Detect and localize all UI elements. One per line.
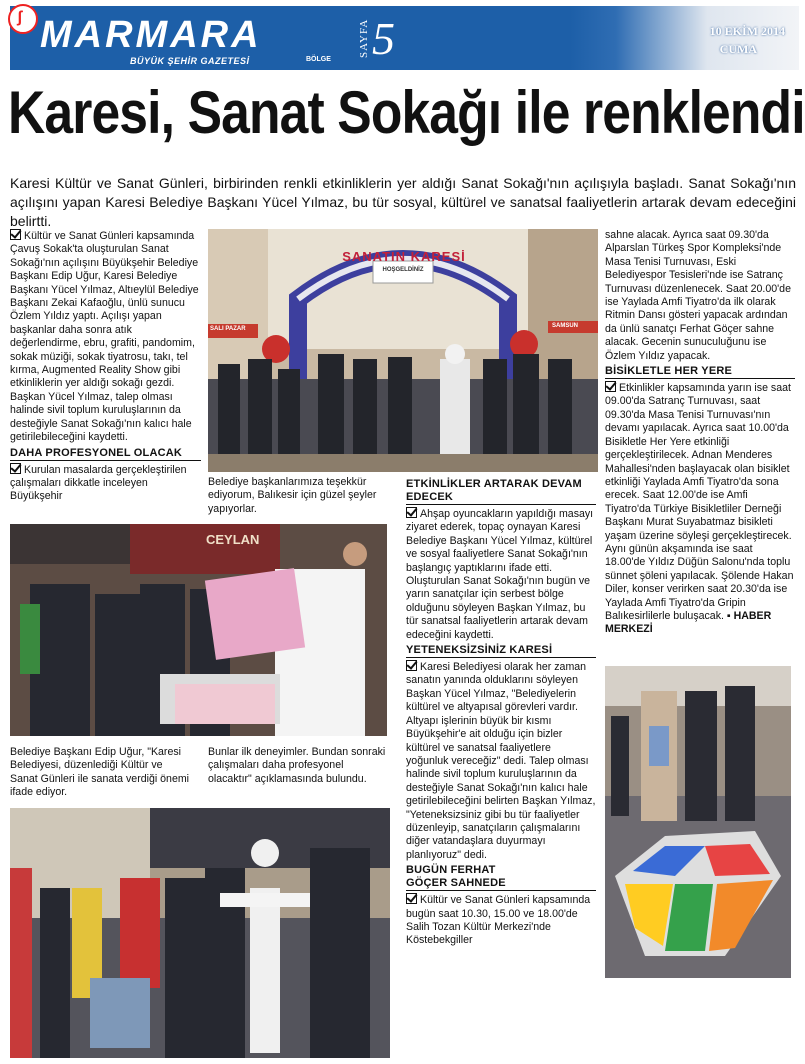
masthead <box>10 6 799 70</box>
photo-opening-ceremony <box>208 229 598 472</box>
col3-paragraph-2: Karesi Belediyesi olarak her zaman sanatın yanında olduklarını söyleyen Başkan Yücel Yılmaz, "Belediyelerin kültürel ve altyapısal görevleri vardır. Altyapı işlerinin büyük bir kısmı Büyükşehir'e ait olduğu için bizler kültürel ve sanatsal faaliyetlere yoğunluk vereceğiz" dedi. Talep olması halinde sivil toplum kuruluşlarının da desteğiyle Sanat Sokağı'nın kalıcı hale getirilebileceğini belirten Başkan Yılmaz, "Yeteneksizsiniz gibi bu tür faaliyetler düzenleyip, sanatçıların çalışmalarını diğer vatandaşlara duyurmayı planlıyoruz" dedi. <box>406 661 596 861</box>
col3-subheading-1: ETKİNLİKLER ARTARAK DEVAM EDECEK <box>406 478 596 505</box>
photo-marbling-art <box>10 524 387 736</box>
shop-sign-right: SAMSUN <box>552 323 579 329</box>
col3-paragraph-1: Ahşap oyuncakların yapıldığı masayı ziyaret ederek, topaç oynayan Karesi Belediye Başkanı Yücel Yılmaz, kültürel ve sosyal faaliyetlere Sanat Sokağı'nın başlangıç yaptıklarını ifade etti. Oluşturulan Sanat Sokağı'nın bugün ve yarın sanatçılar için serbest bölge olduğunu söyleyen Başkan Yılmaz, bu tür sanatsal faaliyetlerin artarak devam edeceğini kaydetti. <box>406 508 594 641</box>
column-3 <box>406 476 596 948</box>
bottom-caption-left: Belediye Başkanı Edip Uğur, "Karesi Belediyesi, düzenlediği Kültür ve Sanat Günleri ile sanata verdiği önemi ifade ediyor. <box>10 746 190 799</box>
col4-paragraph-1: sahne alacak. Ayrıca saat 09.30'da Alparslan Türkeş Spor Kompleksi'nde Masa Tenisi Turnuvası, Eski Belediyespor Tesisleri'nde ise Satranç Turnuvası düzenlenecek. Saat 20.00'de ise Yaylada Amfi Tiyatro'da ilk olarak Ritmin Dansı gösteri yapacak ardından da ünlü sanatçı Ferhat Göçer sahne alacak. Gecenin sunuculuğunu ise Özlem Yıldız yapacak. <box>605 229 791 362</box>
checkbox-bullet-icon <box>605 381 616 392</box>
article-lead: Karesi Kültür ve Sanat Günleri, birbirinden renkli etkinliklerin yer aldığı Sanat Sokağı'nın açılışıyla başladı. Sanat Sokağı'nın açılışını yapan Karesi Belediye Başkanı Yücel Yılmaz, bu tür sosyal, kültürel ve sanatsal faaliyetlerin artarak devam edeceğini belirtti. <box>10 175 796 229</box>
checkbox-bullet-icon <box>406 660 417 671</box>
col3-paragraph-3: Kültür ve Sanat Günleri kapsamında bugün saat 10.30, 15.00 ve 18.00'de Salih Tozan Kültür Merkezi'nde Köstebekgiller <box>406 894 591 947</box>
issue-date: 10 EKİM 2014 <box>709 24 785 38</box>
arch-sign: SANATIN KARESİ <box>342 249 466 264</box>
newspaper-region: BÖLGE <box>306 56 331 63</box>
news-credit: ▪ HABER MERKEZİ <box>605 609 772 636</box>
column-4 <box>605 229 795 637</box>
checkbox-bullet-icon <box>406 893 417 904</box>
issue-day: CUMA <box>719 42 757 56</box>
checkbox-bullet-icon <box>10 463 21 474</box>
newspaper-logo: MARMARA <box>40 14 262 56</box>
column-1 <box>10 229 201 504</box>
col4-subheading: BİSİKLETLE HER YERE <box>605 365 795 379</box>
col3-subheading-3a: BUGÜN FERHAT <box>406 864 496 877</box>
page-label: SAYFA <box>358 18 370 58</box>
shop-sign-left: SALI PAZAR <box>210 326 246 332</box>
col1-subheading: DAHA PROFESYONEL OLACAK <box>10 447 201 461</box>
date-box <box>570 6 799 70</box>
page-number: 5 <box>372 13 395 64</box>
checkbox-bullet-icon <box>10 229 21 240</box>
newspaper-emblem-icon: ʃ <box>8 4 38 34</box>
photo-cube-street-art <box>605 666 791 978</box>
photo-street-performers <box>10 808 390 1058</box>
checkbox-bullet-icon <box>406 507 417 518</box>
bottom-caption-right: Bunlar ilk deneyimler. Bundan sonraki çalışmaları daha profesyonel olacaktır" açıklamasında bulundu. <box>208 746 386 785</box>
col1-paragraph-1: Kültür ve Sanat Günleri kapsamında Çavuş Sokak'ta oluşturulan Sanat Sokağı'nın açılışını Büyükşehir Belediye Başkanı Edip Uğur, Karesi Belediye Başkanı Yücel Yılmaz, Altıeylül Belediye Başkanı Zekai Kafaoğlu, ünlü sunucu Özlem Yıldız yaptı. Açılışı yapan başkanlar daha sonra atık değerlendirme, ebru, grafiti, pandomim, sokak müziği, sokak tiyatrosu, takı, tel kırma, Augmented Reality Show gibi etkinliklerin yer aldığı sokağı gezdi. Başkan Yücel Yılmaz, talep olması halinde sivil toplum kuruluşlarının da desteğiyle Sanat Sokağı'nın kalıcı hale getirilebileceğini kaydetti. <box>10 230 199 444</box>
shop-sign-ceylan: CEYLAN <box>206 532 260 547</box>
middle-caption: Belediye başkanlarımıza teşekkür ediyorum, Balıkesir için güzel şeyler yapıyorlar. <box>208 476 377 515</box>
col1-paragraph-2: Kurulan masalarda gerçekleştirilen çalışmaları dikkatle inceleyen Büyükşehir <box>10 463 187 503</box>
welcome-sign: HOŞGELDİNİZ <box>382 267 424 273</box>
article-headline: Karesi, Sanat Sokağı ile renklendi <box>8 79 805 146</box>
col3-subheading-2: YETENEKSİZSİNİZ KARESİ <box>406 644 596 658</box>
col4-paragraph-2: Etkinlikler kapsamında yarın ise saat 09.00'da Satranç Turnuvası, saat 09.30'da Masa Tenisi Turnuvası'nın devamı yapılacak. Ayrıca saat 10.00'da Bisikletle Her Yere etkinliği gerçekleştirilecek. Adnan Menderes Mahallesi'nden başlayacak olan bisiklet etkinliği Yaylada Amfi Tiyatro'da sona erecek. Saat 12.00'de ise Amfi Tiyatro'da Türkiye Bisikletliler Derneği Başkanı Murat Suyabatmaz bisikleti yaşam üzerine söyleşi gerçekleştirecek. Aynı günün akşamında ise saat 18.00'de Yıldız Düğün Salonu'nda toplu sünnet şöleni yapılacak. Şölende Hakan Diler, konser verirken saat 20.30'da ise Yaylada Amfi Tiyatro'da Gripin Balıkesirlilerle buluşacak. <box>605 382 794 622</box>
newspaper-tagline: BÜYÜK ŞEHİR GAZETESİ <box>130 56 250 66</box>
col3-subheading-3b: GÖÇER SAHNEDE <box>406 877 596 891</box>
